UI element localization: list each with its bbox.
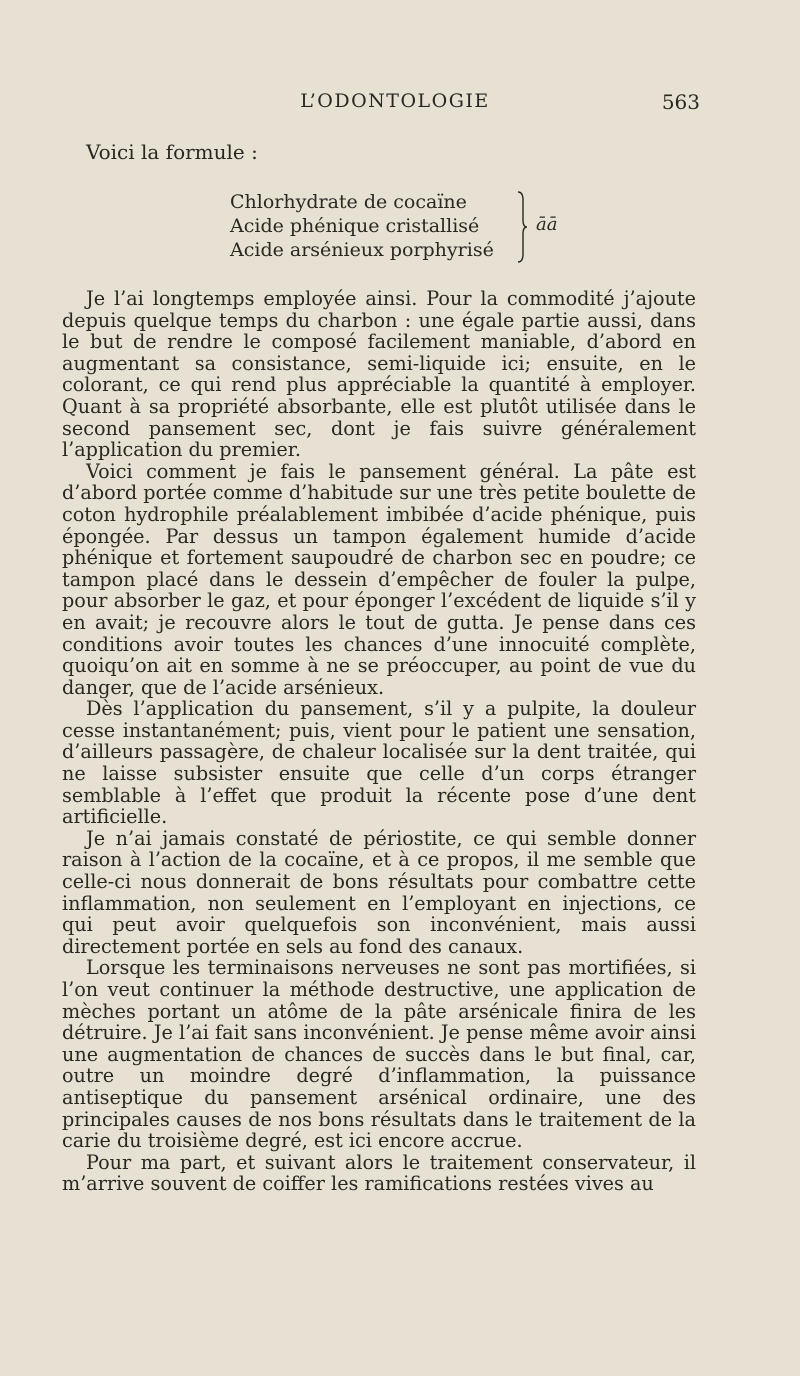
paragraph: Je n’ai jamais constaté de périostite, ce qui semble donner raison à l’action de la cocaïne, et à ce propos, il me semble que celle-ci nous donnerait de bons résultats pour combattre cette inflammation, non seulement en l’employant en injections, ce qui peut avoir quelquefois son inconvénient, mais aussi directement portée en sels au fond des canaux.	[62, 826, 696, 958]
formula-ingredient: Chlorhydrate de cocaïne	[230, 191, 467, 213]
paragraph: Lorsque les terminaisons nerveuses ne sont pas mortifiées, si l’on veut continuer la méthode destructive, une application de mèches portant un atôme de la pâte arsénicale finira de les détruire. Je l’ai fait sans inconvénient. Je pense même avoir ainsi une augmentation de chances de succès dans le but final, car, outre un moindre degré d’inflammation, la puissance antiseptique du pansement arsénical ordinaire, une des principales causes de nos bons résultats dans le traitement de la carie du troisième degré, est ici encore accrue.	[62, 956, 696, 1153]
formula-ingredient: Acide phénique cristallisé	[230, 215, 480, 237]
formula-intro: Voici la formule :	[86, 140, 258, 164]
paragraph: Je l’ai longtemps employée ainsi. Pour la commodité j’ajoute depuis quelque temps du charbon : une égale partie aussi, dans le but de rendre le composé facilement maniable, d’abord en augmentant sa consistance, semi-liquide ici; ensuite, en le colorant, ce qui rend plus appréciable la quantité à employer. Quant à sa propriété absorbante, elle est plutôt utilisée dans le second pansement sec, dont je fais suivre généralement l’application du premier.	[62, 287, 696, 462]
curly-brace	[515, 190, 529, 264]
paragraph: Pour ma part, et suivant alors le traitement conservateur, il m’arrive souvent de coiffer les ramifications restées vives au	[62, 1150, 696, 1196]
paragraph: Dès l’application du pansement, s’il y a pulpite, la douleur cesse instantanément; puis, vient pour le patient une sensation, d’ailleurs passagère, de chaleur localisée sur la dent traitée, qui ne laisse subsister ensuite que celle d’un corps étranger semblable à l’effet que produit la récente pose d’une dent artificielle.	[62, 697, 696, 829]
body-text	[62, 288, 696, 1195]
formula-block	[230, 190, 590, 270]
formula-quantity: āā	[536, 214, 558, 235]
paragraph: Voici comment je fais le pansement général. La pâte est d’abord portée comme d’habitude sur une très petite boulette de coton hydrophile préalablement imbibée d’acide phénique, puis épongée. Par dessus un tampon également humide d’acide phénique et fortement saupoudré de charbon sec en poudre; ce tampon placé dans le dessein d’empêcher de fouler la pulpe, pour absorber le gaz, et pour éponger l’excédent de liquide s’il y en avait; je recouvre alors le tout de gutta. Je pense dans ces conditions avoir toutes les chances d’une innocuité complète, quoiqu’on ait en somme à ne se préoccuper, au point de vue du danger, que de l’acide arsénieux.	[62, 459, 696, 699]
page-header	[0, 90, 800, 120]
page-number: 563	[661, 90, 700, 114]
formula-ingredients	[230, 190, 494, 262]
running-title: L’ODONTOLOGIE	[300, 90, 490, 112]
formula-ingredient: Acide arsénieux porphyrisé	[230, 239, 494, 261]
